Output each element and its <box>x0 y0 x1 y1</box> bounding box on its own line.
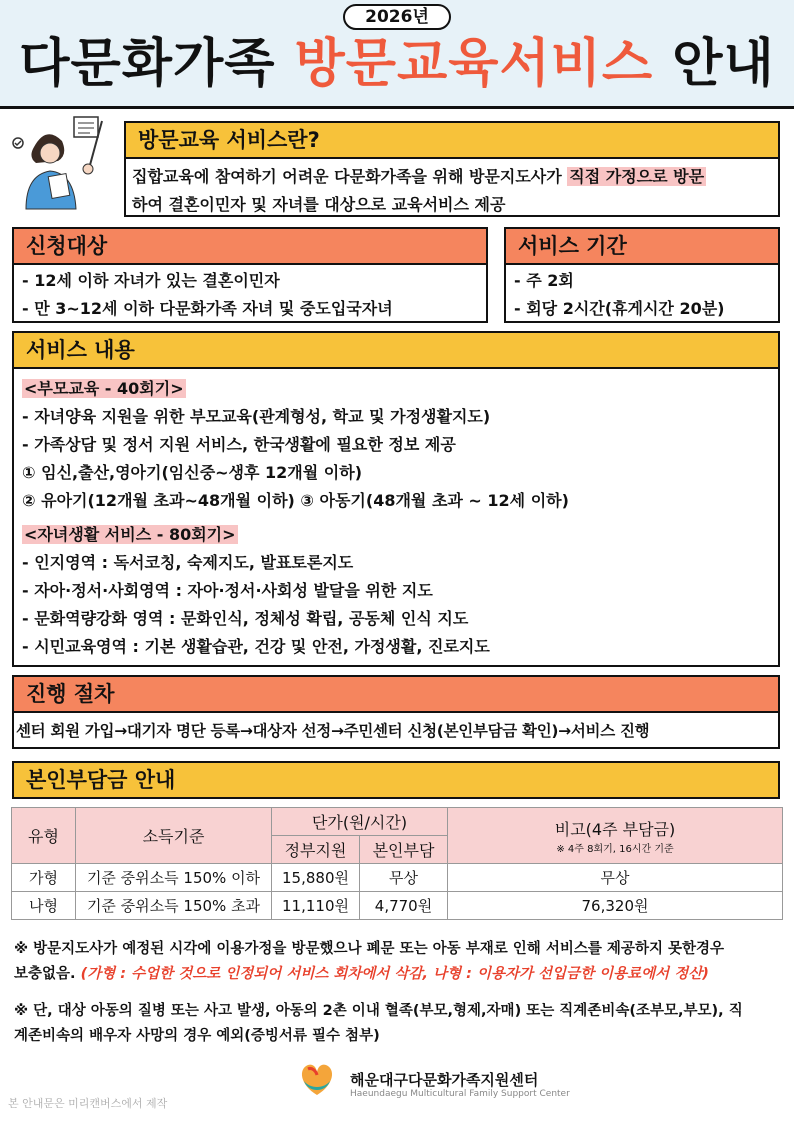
title-part-3: 안내 <box>653 34 775 94</box>
period-item: - 주 2회 <box>514 271 574 290</box>
fee-table <box>11 807 783 920</box>
child-service-item: - 자아·정서·사회영역 : 자아·정서·사회성 발달을 위한 지도 <box>22 581 433 600</box>
intro-line-2: 하여 결혼이민자 및 자녀를 대상으로 교육서비스 제공 <box>132 195 506 214</box>
note-absence: ※ 방문지도사가 예정된 시각에 이용가정을 방문했으나 폐문 또는 아동 부재로 인해 서비스를 제공하지 못한경우 보충없음. (가형 : 수업한 것으로 인정되어 서비스 회차에서 삭감, 나형 : 이용자가 선입금한 이용료에서 정산) <box>14 941 725 982</box>
center-logo-icon <box>296 1059 338 1099</box>
title-highlight: 방문교육서비스 <box>294 34 654 94</box>
target-item: - 12세 이하 자녀가 있는 결혼이민자 <box>22 271 280 290</box>
parent-edu-item: ② 유아기(12개월 초과~48개월 이하) ③ 아동기(48개월 초과 ~ 12세 이하) <box>22 491 569 510</box>
flyer-sheet <box>0 106 794 1123</box>
parent-edu-item: - 자녀양육 지원을 위한 부모교육(관계형성, 학교 및 가정생활지도) <box>22 407 491 426</box>
procedure-heading: 진행 절차 <box>12 675 780 713</box>
intro-highlight: 직접 가정으로 방문 <box>569 167 705 186</box>
col-self-pay: 본인부담 <box>360 836 448 864</box>
table-row: 가형 기준 중위소득 150% 이하 15,880원 무상 무상 <box>12 864 783 892</box>
parent-edu-item: ① 임신,출산,영아기(임신중~생후 12개월 이하) <box>22 463 363 482</box>
table-header-row <box>12 808 783 836</box>
parent-edu-item: - 가족상담 및 정서 지원 서비스, 한국생활에 필요한 정보 제공 <box>22 435 456 454</box>
procedure-box <box>12 711 780 749</box>
center-name: 해운대구다문화가족지원센터 <box>350 1071 539 1089</box>
period-item: - 회당 2시간(휴게시간 20분) <box>514 299 725 318</box>
fee-heading: 본인부담금 안내 <box>12 761 780 799</box>
period-box <box>504 263 780 323</box>
intro-heading: 방문교육 서비스란? <box>124 121 780 159</box>
child-service-item: - 인지영역 : 독서코칭, 숙제지도, 발표토론지도 <box>22 553 354 572</box>
remark-subtext: ※ 4주 8회기, 16시간 기준 <box>556 843 674 855</box>
table-row: 나형 기준 중위소득 150% 초과 11,110원 4,770원 76,320원 <box>12 892 783 920</box>
col-unit-price: 단가(원/시간) <box>272 808 448 836</box>
content-box <box>12 367 780 667</box>
credit-text: 본 안내문은 미리캔버스에서 제작 <box>8 1097 168 1110</box>
year-badge: 2026년 <box>343 4 451 30</box>
target-item: - 만 3~12세 이하 다문화가족 자녀 및 중도입국자녀 <box>22 299 393 318</box>
col-income: 소득기준 <box>76 808 272 864</box>
period-heading: 서비스 기간 <box>504 227 780 265</box>
intro-line-1: 집합교육에 참여하기 어려운 다문화가족을 위해 방문지도사가 직접 가정으로 방문 <box>132 167 705 186</box>
col-gov-support: 정부지원 <box>272 836 360 864</box>
note-exception: ※ 단, 대상 아동의 질병 또는 사고 발생, 아동의 2촌 이내 혈족(부모,형제,자매) 또는 직계존비속(조부모,부모), 직 계존비속의 배우자 사망의 경우 예외(증빙서류 필수 첨부) <box>14 1003 743 1044</box>
procedure-text: 센터 회원 가입→대기자 명단 등록→대상자 선정→주민센터 신청(본인부담금 확인)→서비스 진행 <box>16 722 650 740</box>
teacher-illustration-icon <box>6 113 114 213</box>
child-service-item: - 시민교육영역 : 기본 생활습관, 건강 및 안전, 가정생활, 진로지도 <box>22 637 490 656</box>
col-type: 유형 <box>12 808 76 864</box>
target-heading: 신청대상 <box>12 227 488 265</box>
note-absence-red: (가형 : 수업한 것으로 인정되어 서비스 회차에서 삭감, 나형 : 이용자가 선입금한 이용료에서 정산) <box>80 966 709 982</box>
center-name-en: Haeundaegu Multicultural Family Support Center <box>350 1089 570 1099</box>
content-heading: 서비스 내용 <box>12 331 780 369</box>
col-remark: 비고(4주 부담금) ※ 4주 8회기, 16시간 기준 <box>448 808 783 864</box>
header <box>0 0 794 108</box>
page-title <box>0 28 794 100</box>
child-service-title: <자녀생활 서비스 - 80회기> <box>24 525 236 544</box>
title-part-1: 다문화가족 <box>19 34 295 94</box>
parent-edu-title: <부모교육 - 40회기> <box>24 379 184 398</box>
child-service-item: - 문화역량강화 영역 : 문화인식, 정체성 확립, 공동체 인식 지도 <box>22 609 469 628</box>
target-box <box>12 263 488 323</box>
intro-box <box>124 157 780 217</box>
